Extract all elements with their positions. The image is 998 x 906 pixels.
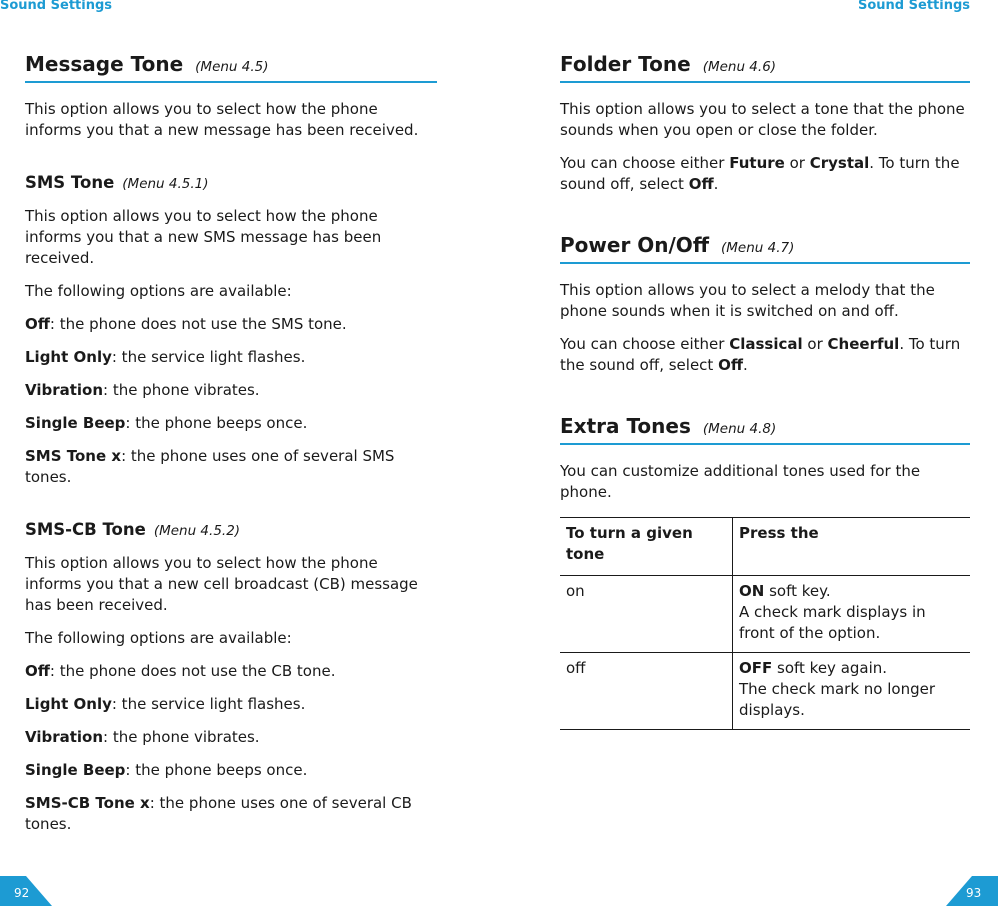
menu-ref: (Menu 4.5): [195, 59, 269, 75]
option-off: Off: [718, 356, 743, 374]
option-item: [25, 413, 437, 434]
page-number: 93: [966, 886, 982, 900]
table-header-cell: Press the: [733, 518, 971, 576]
option-cheerful: Cheerful: [827, 335, 900, 353]
subheading-sms-tone: [25, 173, 437, 192]
option-desc: : the phone does not use the CB tone.: [49, 662, 336, 680]
page-number: 92: [14, 886, 30, 900]
options-lead: The following options are available:: [25, 282, 292, 300]
menu-ref: (Menu 4.8): [702, 421, 777, 437]
folder-intro: This option allows you to select a tone that the phone sounds when you open or close the folder.: [560, 100, 965, 139]
option-item: [25, 380, 437, 401]
section-heading-folder-tone: [560, 52, 970, 83]
option-term: Vibration: [25, 728, 104, 746]
option-desc: : the phone beeps once.: [125, 414, 308, 432]
menu-ref: (Menu 4.5.1): [122, 176, 209, 192]
option-desc: : the phone vibrates.: [103, 728, 260, 746]
option-desc: : the phone beeps once.: [125, 761, 308, 779]
option-desc: : the phone uses one of several SMS tones.: [25, 447, 395, 486]
menu-ref: (Menu 4.6): [702, 59, 777, 75]
option-term: Off: [25, 315, 50, 333]
extra-tones-table: [560, 517, 970, 730]
option-item: [25, 793, 437, 835]
right-column: [560, 52, 970, 730]
power-choices: You can choose either Classical or Cheerful. To turn the sound off, select Off.: [560, 335, 961, 374]
running-head-left: Sound Settings: [0, 0, 112, 13]
option-term: Light Only: [25, 695, 112, 713]
subsection-title: SMS Tone: [25, 173, 115, 192]
option-item: [25, 661, 437, 682]
table-cell-note: A check mark displays in front of the option.: [739, 603, 926, 642]
soft-key-label: ON: [739, 582, 765, 600]
menu-ref: (Menu 4.7): [721, 240, 795, 256]
option-term: Light Only: [25, 348, 112, 366]
option-item: [25, 347, 437, 368]
table-cell-action: on: [560, 576, 733, 653]
running-head-right: Sound Settings: [858, 0, 970, 13]
section-intro: This option allows you to select how the phone informs you that a new message has been received.: [25, 100, 419, 139]
section-title: Power On/Off: [560, 233, 710, 257]
option-item: [25, 694, 437, 715]
table-row: [560, 653, 970, 730]
table-cell-action: off: [560, 653, 733, 730]
option-future: Future: [729, 154, 785, 172]
subheading-sms-cb-tone: [25, 520, 437, 539]
section-title: Extra Tones: [560, 414, 691, 438]
option-term: Off: [25, 662, 50, 680]
option-item: [25, 727, 437, 748]
page-number-tab-left: [0, 876, 52, 906]
option-crystal: Crystal: [809, 154, 870, 172]
section-heading-power-on-off: [560, 233, 970, 264]
option-item: [25, 760, 437, 781]
option-desc: : the phone does not use the SMS tone.: [49, 315, 347, 333]
table-cell-note: The check mark no longer displays.: [739, 680, 935, 719]
option-term: SMS-CB Tone x: [25, 794, 150, 812]
option-desc: : the service light flashes.: [111, 695, 306, 713]
subsection-title: SMS-CB Tone: [25, 520, 146, 539]
section-heading-extra-tones: [560, 414, 970, 445]
power-intro: This option allows you to select a melody that the phone sounds when it is switched on and off.: [560, 281, 935, 320]
option-desc: : the phone vibrates.: [103, 381, 260, 399]
options-lead: The following options are available:: [25, 629, 292, 647]
menu-ref: (Menu 4.5.2): [153, 523, 241, 539]
option-term: Single Beep: [25, 761, 126, 779]
table-row: [560, 576, 970, 653]
extra-intro: You can customize additional tones used for the phone.: [560, 462, 921, 501]
sms-intro: This option allows you to select how the phone informs you that a new SMS message has been received.: [25, 207, 382, 267]
option-item: [25, 446, 437, 488]
table-cell-key: OFF soft key again. The check mark no longer displays.: [733, 653, 971, 730]
folder-choices: You can choose either Future or Crystal. To turn the sound off, select Off.: [560, 154, 960, 193]
right-page: [499, 0, 998, 906]
option-term: SMS Tone x: [25, 447, 122, 465]
option-classical: Classical: [729, 335, 803, 353]
option-desc: : the phone uses one of several CB tones.: [25, 794, 412, 833]
page-number-tab-right: [946, 876, 998, 906]
section-title: Message Tone: [25, 52, 184, 76]
section-heading-message-tone: [25, 52, 437, 83]
table-cell-key: ON soft key. A check mark displays in front of the option.: [733, 576, 971, 653]
option-item: [25, 314, 437, 335]
option-desc: : the service light flashes.: [111, 348, 306, 366]
table-header-cell: To turn a given tone: [560, 518, 733, 576]
option-term: Vibration: [25, 381, 104, 399]
section-title: Folder Tone: [560, 52, 691, 76]
option-term: Single Beep: [25, 414, 126, 432]
smscb-intro: This option allows you to select how the phone informs you that a new cell broadcast (CB) message has been received.: [25, 554, 418, 614]
option-off: Off: [688, 175, 714, 193]
table-header-row: [560, 518, 970, 576]
left-column: [25, 52, 437, 847]
soft-key-label: OFF: [739, 659, 773, 677]
